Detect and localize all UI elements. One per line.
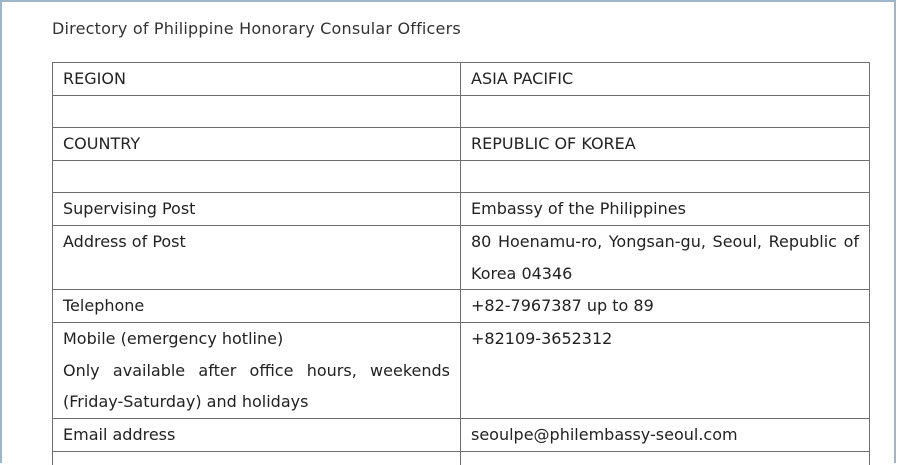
supervising-post-value: Embassy of the Philippines [461,193,870,226]
address-value: 80 Hoenamu-ro, Yongsan-gu, Seoul, Republic of Korea 04346 [461,226,870,290]
email-label: Email address [53,418,461,451]
mobile-note: Only available after office hours, weekends (Friday-Saturday) and holidays [63,360,450,411]
email-value[interactable]: seoulpe@philembassy-seoul.com [461,418,870,451]
telephone-label: Telephone [53,290,461,323]
mobile-value: +82109-3652312 [461,323,870,419]
table-row-mobile [53,323,870,419]
blank-cell [53,451,461,465]
country-label: COUNTRY [53,128,461,161]
table-row-telephone [53,290,870,323]
table-row-address [53,226,870,290]
address-label: Address of Post [53,226,461,290]
table-row-region [53,63,870,96]
table-row-blank [53,451,870,465]
blank-cell [461,451,870,465]
table-row-blank [53,161,870,193]
country-value: REPUBLIC OF KOREA [461,128,870,161]
blank-cell [53,96,461,128]
blank-cell [461,161,870,193]
telephone-value: +82-7967387 up to 89 [461,290,870,323]
document-title: Directory of Philippine Honorary Consular Officers [52,19,461,38]
consular-directory-table [52,62,870,465]
mobile-cell [53,323,461,419]
region-label: REGION [53,63,461,96]
table-row-blank [53,96,870,128]
table-row-email [53,418,870,451]
table-row-supervising-post [53,193,870,226]
supervising-post-label: Supervising Post [53,193,461,226]
mobile-label: Mobile (emergency hotline) [63,329,284,348]
region-value: ASIA PACIFIC [461,63,870,96]
blank-cell [461,96,870,128]
table-row-country [53,128,870,161]
blank-cell [53,161,461,193]
